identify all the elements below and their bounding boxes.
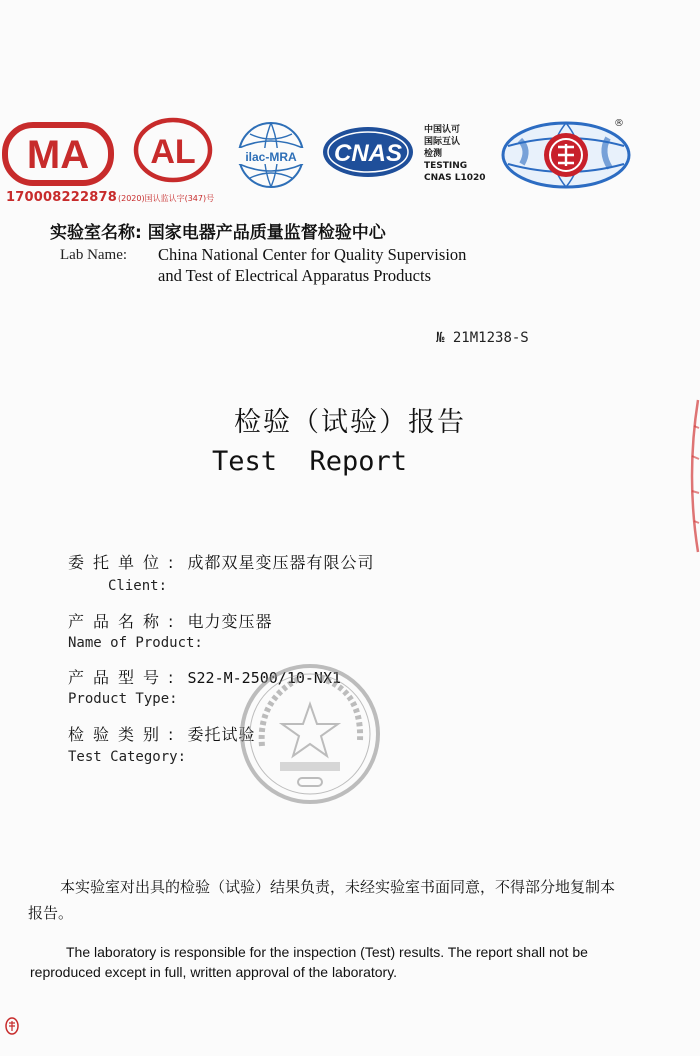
client-label-en: Client: — [108, 578, 168, 594]
cnas-line: TESTING — [424, 161, 468, 171]
product-name-label-en: Name of Product: — [68, 635, 203, 651]
cnas-logo-text: CNAS — [333, 140, 403, 167]
test-category-label-cn: 检验类别: — [68, 725, 183, 744]
client-value: 成都双星变压器有限公司 — [187, 553, 375, 572]
lab-name-cn-label: 实验室名称: — [50, 223, 142, 243]
disclaimer-en: The laboratory is responsible for the inspection (Test) results. The report shall not be reproduced except in full, written approval of the laboratory. — [30, 944, 588, 980]
product-type-label-en: Product Type: — [68, 691, 178, 707]
accreditation-logos — [0, 110, 700, 210]
ilac-mra-logo — [228, 120, 314, 190]
product-name-label-cn: 产品名称: — [68, 612, 183, 631]
test-category-field — [68, 722, 256, 745]
report-number — [436, 330, 529, 346]
lab-name-en-line: China National Center for Quality Supervision — [158, 245, 467, 264]
lab-name-en-line: and Test of Electrical Apparatus Products — [158, 266, 432, 285]
cma-number: 170008222878 — [6, 190, 117, 205]
cnas-line: 检测 — [424, 149, 443, 159]
cnas-line: 国际互认 — [424, 137, 461, 147]
product-type-label-cn: 产品型号: — [68, 668, 183, 687]
cal-certificate-note: (2020)国认监认字(347)号 — [118, 194, 215, 203]
lab-name-cn-value: 国家电器产品质量监督检验中心 — [147, 223, 386, 243]
corner-stamp-mark — [4, 1016, 20, 1036]
report-number-prefix: № — [436, 330, 445, 346]
report-title-cn: 检验（试验）报告 — [234, 407, 466, 438]
registered-mark: ® — [614, 118, 624, 129]
cnas-accreditation-text — [424, 124, 486, 184]
product-name-value: 电力变压器 — [187, 612, 273, 631]
disclaimer-cn: 本实验室对出具的检验（试验）结果负责，未经实验室书面同意，不得部分地复制本报告。 — [28, 878, 616, 922]
edge-seal-fragment — [678, 396, 700, 556]
report-title-en: Test Report — [212, 446, 408, 477]
ilac-logo-text: ilac-MRA — [245, 150, 297, 164]
cma-logo — [2, 122, 114, 186]
cnas-line: CNAS L1020 — [424, 173, 486, 183]
cnas-logo — [320, 124, 416, 180]
lab-name-cn — [50, 218, 386, 243]
dq-globe-logo — [500, 120, 632, 190]
product-name-field — [68, 609, 273, 632]
test-category-value: 委托试验 — [187, 725, 256, 744]
product-type-value: S22-M-2500/10-NX1 — [187, 669, 342, 687]
official-seal — [236, 660, 384, 808]
cal-logo-text: AL — [150, 133, 196, 171]
cma-logo-text: MA — [26, 133, 90, 177]
cal-logo — [132, 116, 214, 184]
client-label-cn: 委托单位: — [68, 553, 183, 572]
client-field — [68, 550, 375, 573]
report-number-value: 21M1238-S — [452, 330, 529, 346]
lab-name-en — [158, 244, 538, 286]
lab-name-en-label: Lab Name: — [60, 247, 128, 263]
cnas-line: 中国认可 — [424, 125, 461, 135]
test-category-label-en: Test Category: — [68, 749, 187, 765]
